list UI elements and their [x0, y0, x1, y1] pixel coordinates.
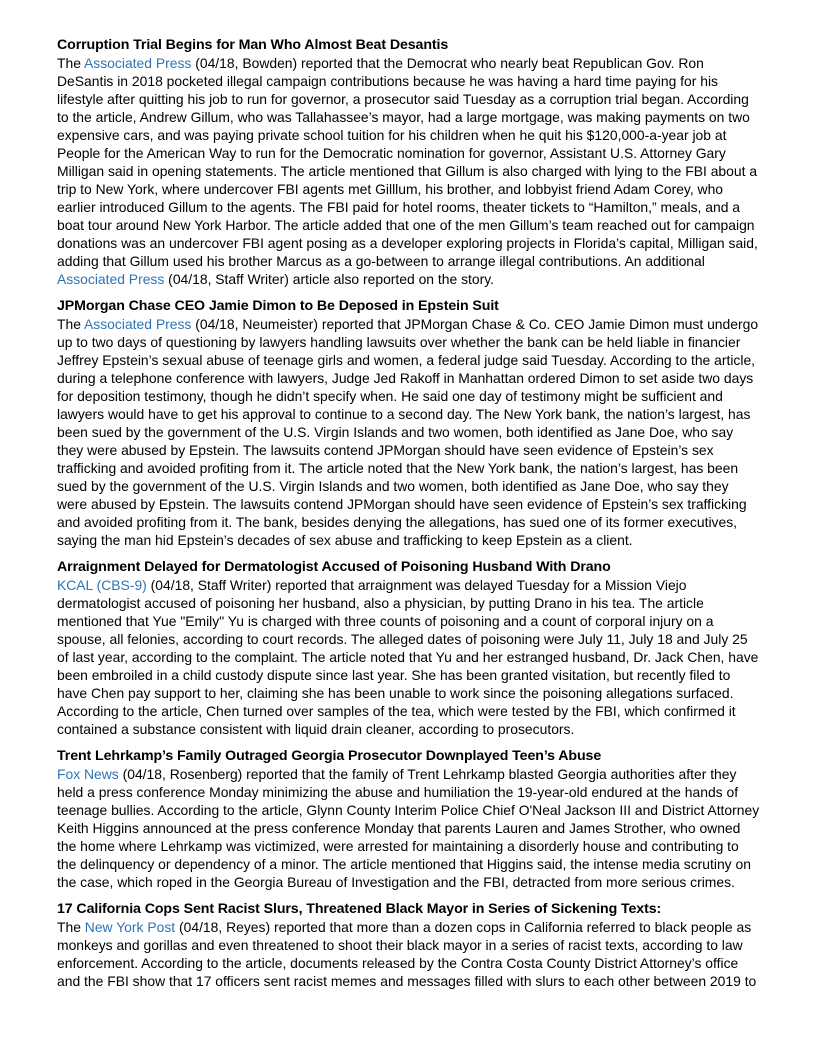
- source-link-new-york-post[interactable]: New York Post: [84, 919, 176, 935]
- article-lehrkamp: [57, 747, 761, 891]
- article-drano: [57, 558, 761, 738]
- source-link-associated-press-additional[interactable]: Associated Press: [57, 271, 165, 287]
- article-gillum: [57, 36, 761, 288]
- article-body: [57, 765, 761, 891]
- document-page: [57, 36, 761, 999]
- article-headline: Arraignment Delayed for Dermatologist Accused of Poisoning Husband With Drano: [57, 559, 611, 575]
- article-headline: 17 California Cops Sent Racist Slurs, Threatened Black Mayor in Series of Sickening Texts:: [57, 901, 662, 917]
- article-headline: Corruption Trial Begins for Man Who Almost Beat Desantis: [57, 37, 449, 53]
- article-body: [57, 54, 761, 288]
- article-text: (04/18, Rosenberg) reported that the family of Trent Lehrkamp blasted Georgia authorities after they held a press conference Monday minimizing the abuse and humiliation the 19-year-old endured at the hands of teenage bullies. According to the article, Glynn County Interim Police Chief O'Neal Jackson III and District Attorney Keith Higgins announced at the press conference Monday that parents Lauren and James Strother, who owned the home where Lehrkamp was victimized, were arrested for maintaining a disorderly house and contributing to the delinquency or dependency of a minor. The article mentioned that Higgins said, the intense media scrutiny on the case, which roped in the Georgia Bureau of Investigation and the FBI, detracted from more serious crimes.: [57, 766, 760, 890]
- article-text: (04/18, Staff Writer) reported that arraignment was delayed Tuesday for a Mission Viejo dermatologist accused of poisoning her husband, also a physician, by putting Drano in his tea. The article mentioned that Yue "Emily" Yu is charged with three counts of poisoning and a count of corporal injury on a spouse, all felonies, according to court records. The alleged dates of poisoning were July 11, July 18 and July 25 of last year, according to the complaint. The article noted that Yu and her estranged husband, Dr. Jack Chen, have been embroiled in a child custody dispute since last year. She has been granted visitation, but recently filed to have Chen pay support to her, claiming she has been unable to work since the poisoning allegations surfaced. According to the article, Chen turned over samples of the tea, which were tested by the FBI, which confirmed it contained a substance consistent with liquid drain cleaner, according to prosecutors.: [57, 577, 759, 737]
- source-link-kcal[interactable]: KCAL (CBS-9): [57, 577, 147, 593]
- article-lead: The: [57, 919, 85, 935]
- article-california-cops: [57, 900, 761, 990]
- article-body: [57, 576, 761, 738]
- article-body: [57, 918, 761, 990]
- article-lead: The: [57, 55, 85, 71]
- article-headline: JPMorgan Chase CEO Jamie Dimon to Be Deposed in Epstein Suit: [57, 298, 499, 314]
- source-link-fox-news[interactable]: Fox News: [57, 766, 119, 782]
- source-link-associated-press[interactable]: Associated Press: [84, 55, 192, 71]
- article-lead: The: [57, 316, 85, 332]
- article-text-tail: (04/18, Staff Writer) article also reported on the story.: [164, 271, 494, 287]
- source-link-associated-press[interactable]: Associated Press: [84, 316, 192, 332]
- article-body: [57, 315, 761, 549]
- article-dimon: [57, 297, 761, 549]
- article-text: (04/18, Neumeister) reported that JPMorgan Chase & Co. CEO Jamie Dimon must undergo up to two days of questioning by lawyers handling lawsuits over whether the bank can be held liable in financier Jeffrey Epstein’s sexual abuse of teenage girls and women, a federal judge said Tuesday. According to the article, during a telephone conference with lawyers, Judge Jed Rakoff in Manhattan ordered Dimon to set aside two days for deposition testimony, though he didn’t specify when. He said one day of testimony might be sufficient and lawyers would have to get his approval to continue to a second day. The New York bank, the nation’s largest, has been sued by the government of the U.S. Virgin Islands and two women, both identified as Jane Doe, who say they were abused by Epstein. The lawsuits contend JPMorgan should have seen evidence of Epstein’s sex trafficking and avoided profiting from it. The article noted that the New York bank, the nation’s largest, has been sued by the government of the U.S. Virgin Islands and two women, both identified as Jane Doe, who say they were abused by Epstein. The lawsuits contend JPMorgan should have seen evidence of Epstein’s sex trafficking and avoided profiting from it. The bank, besides denying the allegations, has sued one of its former executives, saying the man hid Epstein’s decades of sex abuse and trafficking to keep Epstein as a client.: [57, 316, 759, 548]
- article-text: (04/18, Bowden) reported that the Democrat who nearly beat Republican Gov. Ron DeSantis in 2018 pocketed illegal campaign contributions because he was having a hard time paying for his lifestyle after quitting his job to run for governor, a prosecutor said Tuesday as a corruption trial began. According to the article, Andrew Gillum, who was Tallahassee’s mayor, had a large mortgage, was making payments on two expensive cars, and was paying private school tuition for his children when he quit his $120,000-a-year job at People for the American Way to run for the Democratic nomination for governor, Assistant U.S. Attorney Gary Milligan said in opening statements. The article mentioned that Gillum is also charged with lying to the FBI about a trip to New York, where undercover FBI agents met Gilllum, his brother, and lobbyist friend Adam Corey, who earlier introduced Gillum to the agents. The FBI paid for hotel rooms, theater tickets to “Hamilton,” meals, and a boat tour around New York Harbor. The article added that one of the men Gillum’s team reached out for campaign donations was an undercover FBI agent posing as a developer exploring projects in Florida’s capital, Milligan said, adding that Gillum used his brother Marcus as a go-between to arrange illegal contributions. An additional: [57, 55, 758, 269]
- article-text: (04/18, Reyes) reported that more than a dozen cops in California referred to black people as monkeys and gorillas and even threatened to shoot their black mayor in a series of racist texts, according to law enforcement. According to the article, documents released by the Contra Costa County District Attorney’s office and the FBI show that 17 officers sent racist memes and messages filled with slurs to each other between 2019 to: [57, 919, 757, 989]
- article-headline: Trent Lehrkamp’s Family Outraged Georgia Prosecutor Downplayed Teen’s Abuse: [57, 748, 602, 764]
